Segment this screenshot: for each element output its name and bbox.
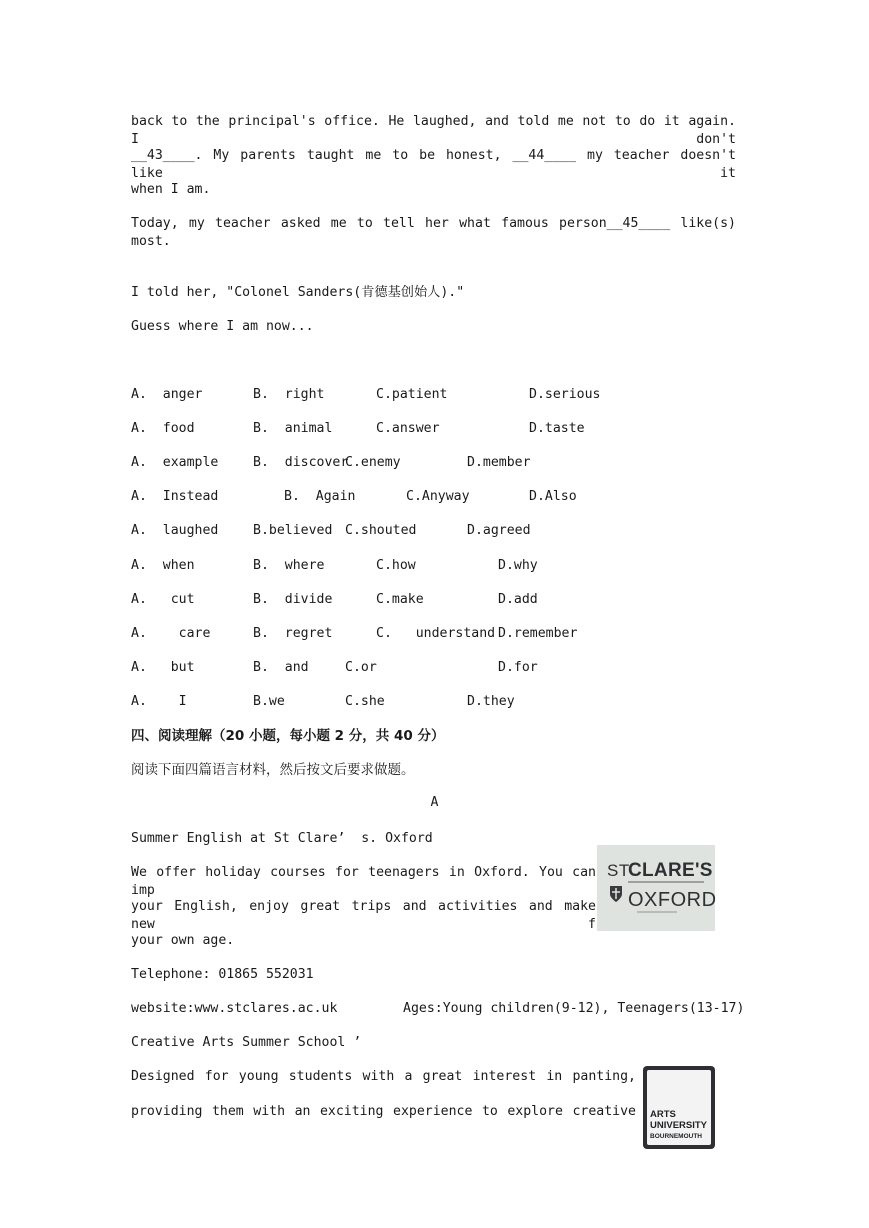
ages: Ages:Young children(9-12), Teenagers(13-17)	[403, 1001, 745, 1016]
option-b: B. and	[253, 660, 309, 675]
ad-title: Creative Arts Summer School ’	[131, 1035, 362, 1050]
option-b: B. Again	[284, 489, 356, 504]
logo-divider	[628, 881, 704, 883]
ad-text-line: your own age.	[131, 933, 235, 948]
option-b: B.believed	[253, 523, 333, 538]
option-c: C.Anyway	[406, 489, 470, 504]
option-b: B. divide	[253, 592, 333, 607]
option-d: D.taste	[529, 421, 585, 436]
option-d: D.add	[498, 592, 538, 607]
telephone: Telephone: 01865 552031	[131, 967, 314, 982]
option-c: C.enemy	[345, 455, 401, 470]
part-label: A	[430, 795, 439, 810]
logo-text	[650, 1109, 707, 1142]
option-a: A. example	[131, 455, 219, 470]
passage-line-5: I told her, "Colonel Sanders(肯德基创始人)."	[131, 285, 465, 300]
option-a: A. but	[131, 660, 195, 675]
passage-line-6: Guess where I am now...	[131, 319, 314, 334]
ad-text-line: providing them with an exciting experience to explore creative	[131, 1104, 636, 1119]
option-d: D.remember	[498, 626, 578, 641]
logo-line: UNIVERSITY	[650, 1120, 708, 1131]
option-a: A. I	[131, 694, 187, 709]
option-a: A. care	[131, 626, 211, 641]
passage-line-2: __43____. My parents taught me to be honest, __44____ my teacher doesn't like it	[131, 148, 736, 181]
option-a: A. when	[131, 558, 195, 573]
logo-faint-mark	[637, 911, 677, 913]
website: website:www.stclares.ac.uk	[131, 1001, 338, 1016]
passage-line-4: Today, my teacher asked me to tell her what famous person__45____ like(s) most.	[131, 216, 736, 249]
option-c: C.she	[345, 694, 385, 709]
section-heading: 四、阅读理解（20 小题，每小题 2 分，共 40 分）	[131, 728, 445, 744]
logo-st-text: ST	[607, 861, 630, 880]
option-b: B. regret	[253, 626, 333, 641]
passage-line-1: back to the principal's office. He laughed, and told me not to do it again. I don't	[131, 114, 736, 147]
option-d: D.they	[467, 694, 515, 709]
ad-text-line: your English, enjoy great trips and activities and make new f	[131, 899, 596, 932]
section-instruction: 阅读下面四篇语言材料，然后按文后要求做题。	[131, 762, 415, 778]
option-c: C.shouted	[345, 523, 417, 538]
logo-oxford-text: OXFORD	[628, 889, 717, 911]
option-d: D.agreed	[467, 523, 531, 538]
option-c: C.make	[376, 592, 424, 607]
logo-line: ARTS	[650, 1109, 676, 1120]
logo-line: BOURNEMOUTH	[650, 1133, 702, 1140]
option-d: D.Also	[529, 489, 577, 504]
ad-title: Summer English at St Clare’ s. Oxford	[131, 831, 433, 846]
option-a: A. Instead	[131, 489, 219, 504]
logo-clares-text: CLARE'S	[628, 860, 713, 881]
option-c: C.how	[376, 558, 416, 573]
ad-text-line: Designed for young students with a great interest in panting,	[131, 1069, 636, 1084]
option-c: C.or	[345, 660, 377, 675]
ad-text-line: We offer holiday courses for teenagers in Oxford. You can imp	[131, 865, 596, 898]
option-c: C. understand	[376, 626, 496, 641]
option-d: D.serious	[529, 387, 601, 402]
option-b: B. animal	[253, 421, 333, 436]
arts-university-logo	[643, 1066, 715, 1149]
option-b: B.we	[253, 694, 285, 709]
option-a: A. anger	[131, 387, 203, 402]
option-a: A. laughed	[131, 523, 219, 538]
option-a: A. food	[131, 421, 195, 436]
passage-line-3: when I am.	[131, 182, 211, 197]
option-c: C.patient	[376, 387, 448, 402]
st-clares-logo	[597, 845, 715, 931]
option-d: D.why	[498, 558, 538, 573]
option-d: D.member	[467, 455, 531, 470]
option-a: A. cut	[131, 592, 195, 607]
option-b: B. discover	[253, 455, 349, 470]
option-d: D.for	[498, 660, 538, 675]
shield-icon	[609, 885, 623, 903]
option-b: B. where	[253, 558, 325, 573]
option-c: C.answer	[376, 421, 440, 436]
option-b: B. right	[253, 387, 325, 402]
